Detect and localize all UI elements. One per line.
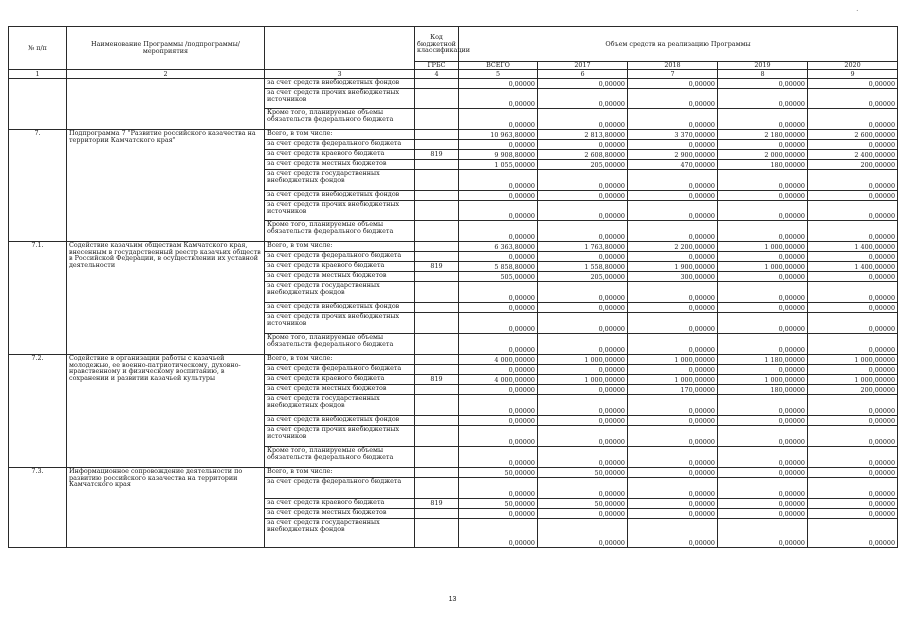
item-name — [67, 79, 265, 130]
amount-year: 0,00000 — [538, 385, 628, 395]
column-index: 5 — [459, 70, 538, 79]
amount-year: 0,00000 — [538, 313, 628, 334]
amount-year: 1 400,00000 — [808, 242, 898, 252]
amount-year: 0,00000 — [718, 272, 808, 282]
funding-source-label: за счет средств государственных внебюджетных фондов — [265, 282, 415, 303]
amount-year: 0,00000 — [808, 282, 898, 303]
amount-year: 1 400,00000 — [808, 262, 898, 272]
item-name: Содействие в организации работы с казачьей молодежью, ее военно-патриотическому, духовно-нравственному и физическому воспитанию, в сохранении и развитии казачьей культуры — [67, 355, 265, 468]
funding-source-label: за счет средств местных бюджетов — [265, 160, 415, 170]
grbs-code — [415, 385, 459, 395]
amount-year: 1 900,00000 — [628, 262, 718, 272]
grbs-code — [415, 170, 459, 191]
grbs-code — [415, 242, 459, 252]
amount-year: 1 763,80000 — [538, 242, 628, 252]
amount-year: 1 000,00000 — [538, 355, 628, 365]
column-index: 1 — [9, 70, 67, 79]
item-name: Информационное сопровождение деятельности по развитию российского казачества на территории Камчатского края — [67, 468, 265, 548]
amount-year: 2 400,00000 — [808, 150, 898, 160]
amount-year: 0,00000 — [808, 447, 898, 468]
item-number: 7. — [9, 130, 67, 242]
amount-year: 0,00000 — [718, 395, 808, 416]
amount-year: 0,00000 — [718, 426, 808, 447]
corner-mark: . — [856, 4, 859, 13]
amount-year: 0,00000 — [718, 447, 808, 468]
amount-year: 0,00000 — [808, 272, 898, 282]
amount-year: 0,00000 — [538, 221, 628, 242]
amount-year: 0,00000 — [538, 447, 628, 468]
amount-year: 0,00000 — [628, 303, 718, 313]
amount-year: 0,00000 — [628, 89, 718, 109]
grbs-code: 819 — [415, 150, 459, 160]
amount-year: 0,00000 — [808, 509, 898, 519]
amount-year: 1 180,00000 — [718, 355, 808, 365]
column-index: 6 — [538, 70, 628, 79]
item-number — [9, 79, 67, 130]
amount-year: 0,00000 — [718, 109, 808, 130]
amount-year: 0,00000 — [538, 334, 628, 355]
item-number: 7.2. — [9, 355, 67, 468]
grbs-code — [415, 303, 459, 313]
funding-source-label: за счет средств государственных внебюджетных фондов — [265, 170, 415, 191]
grbs-code: 819 — [415, 375, 459, 385]
amount-year: 0,00000 — [808, 109, 898, 130]
amount-year: 0,00000 — [628, 447, 718, 468]
header-year: 2018 — [628, 62, 718, 70]
grbs-code — [415, 447, 459, 468]
amount-year: 200,00000 — [808, 160, 898, 170]
table-row — [9, 468, 898, 478]
amount-year: 0,00000 — [718, 313, 808, 334]
header-number: № п/п — [9, 27, 67, 70]
grbs-code — [415, 334, 459, 355]
amount-year: 205,00000 — [538, 160, 628, 170]
grbs-code: 819 — [415, 499, 459, 509]
amount-total: 0,00000 — [459, 519, 538, 548]
funding-source-label: за счет средств краевого бюджета — [265, 499, 415, 509]
amount-year: 1 000,00000 — [718, 375, 808, 385]
grbs-code — [415, 79, 459, 89]
amount-year: 0,00000 — [718, 170, 808, 191]
amount-year: 0,00000 — [808, 221, 898, 242]
amount-year: 0,00000 — [628, 468, 718, 478]
amount-year: 3 370,00000 — [628, 130, 718, 140]
header-year: 2019 — [718, 62, 808, 70]
funding-source-label: за счет средств федерального бюджета — [265, 140, 415, 150]
header-year: 2017 — [538, 62, 628, 70]
amount-year: 0,00000 — [718, 191, 808, 201]
funding-source-label: за счет средств внебюджетных фондов — [265, 303, 415, 313]
amount-total: 0,00000 — [459, 170, 538, 191]
program-funding-table — [8, 26, 898, 548]
amount-year: 0,00000 — [628, 365, 718, 375]
amount-year: 180,00000 — [718, 160, 808, 170]
grbs-code — [415, 109, 459, 130]
amount-year: 50,00000 — [538, 468, 628, 478]
amount-year: 0,00000 — [808, 426, 898, 447]
amount-year: 0,00000 — [628, 519, 718, 548]
grbs-code — [415, 355, 459, 365]
funding-source-label: Всего, в том числе: — [265, 242, 415, 252]
header-grbs: ГРБС — [415, 62, 459, 70]
amount-year: 0,00000 — [808, 499, 898, 509]
amount-year: 0,00000 — [808, 416, 898, 426]
amount-year: 0,00000 — [808, 201, 898, 221]
amount-total: 0,00000 — [459, 140, 538, 150]
amount-year: 0,00000 — [808, 252, 898, 262]
amount-year: 2 813,80000 — [538, 130, 628, 140]
amount-total: 50,00000 — [459, 499, 538, 509]
amount-total: 10 963,80000 — [459, 130, 538, 140]
amount-year: 1 000,00000 — [718, 262, 808, 272]
amount-year: 0,00000 — [538, 79, 628, 89]
funding-source-label: за счет средств краевого бюджета — [265, 375, 415, 385]
amount-total: 0,00000 — [459, 313, 538, 334]
amount-total: 0,00000 — [459, 109, 538, 130]
amount-total: 9 908,80000 — [459, 150, 538, 160]
grbs-code — [415, 130, 459, 140]
grbs-code — [415, 89, 459, 109]
funding-source-label: за счет средств местных бюджетов — [265, 385, 415, 395]
grbs-code — [415, 365, 459, 375]
amount-year: 2 608,80000 — [538, 150, 628, 160]
funding-source-label: Кроме того, планируемые объемы обязательств федерального бюджета — [265, 221, 415, 242]
amount-year: 0,00000 — [628, 252, 718, 262]
funding-source-label: за счет средств прочих внебюджетных источников — [265, 313, 415, 334]
amount-total: 50,00000 — [459, 468, 538, 478]
amount-year: 170,00000 — [628, 385, 718, 395]
grbs-code — [415, 252, 459, 262]
funding-source-label: Кроме того, планируемые объемы обязательств федерального бюджета — [265, 109, 415, 130]
funding-source-label: Всего, в том числе: — [265, 468, 415, 478]
grbs-code — [415, 468, 459, 478]
header-year: 2020 — [808, 62, 898, 70]
grbs-code — [415, 426, 459, 447]
amount-total: 505,00000 — [459, 272, 538, 282]
funding-source-label: за счет средств краевого бюджета — [265, 262, 415, 272]
amount-year: 0,00000 — [628, 282, 718, 303]
table-header — [9, 27, 898, 79]
amount-year: 0,00000 — [808, 313, 898, 334]
amount-year: 1 558,80000 — [538, 262, 628, 272]
funding-source-label: за счет средств федерального бюджета — [265, 252, 415, 262]
amount-year: 300,00000 — [628, 272, 718, 282]
amount-year: 50,00000 — [538, 499, 628, 509]
amount-year: 0,00000 — [538, 426, 628, 447]
grbs-code — [415, 509, 459, 519]
page-number: 13 — [448, 596, 457, 603]
amount-year: 0,00000 — [628, 509, 718, 519]
amount-year: 0,00000 — [538, 395, 628, 416]
amount-year: 1 000,00000 — [808, 355, 898, 365]
funding-source-label: за счет средств местных бюджетов — [265, 509, 415, 519]
header-program-name: Наименование Программы /подпрограммы/ мероприятия — [67, 27, 265, 70]
amount-year: 0,00000 — [538, 170, 628, 191]
grbs-code — [415, 395, 459, 416]
amount-total: 4 000,00000 — [459, 355, 538, 365]
grbs-code: 819 — [415, 262, 459, 272]
column-index: 2 — [67, 70, 265, 79]
amount-year: 0,00000 — [538, 478, 628, 499]
amount-total: 5 858,80000 — [459, 262, 538, 272]
grbs-code — [415, 221, 459, 242]
item-number: 7.1. — [9, 242, 67, 355]
amount-year: 200,00000 — [808, 385, 898, 395]
table-row — [9, 130, 898, 140]
amount-year: 0,00000 — [628, 109, 718, 130]
header-budget-code: Код бюджетной классификации — [415, 27, 459, 62]
amount-year: 0,00000 — [718, 79, 808, 89]
table-row — [9, 355, 898, 365]
amount-total: 0,00000 — [459, 395, 538, 416]
amount-year: 0,00000 — [628, 395, 718, 416]
column-index: 8 — [718, 70, 808, 79]
amount-total: 0,00000 — [459, 447, 538, 468]
amount-year: 0,00000 — [628, 334, 718, 355]
grbs-code — [415, 191, 459, 201]
amount-year: 0,00000 — [628, 499, 718, 509]
funding-source-label: за счет средств государственных внебюджетных фондов — [265, 395, 415, 416]
amount-total: 6 363,80000 — [459, 242, 538, 252]
table-row — [9, 79, 898, 89]
amount-year: 0,00000 — [538, 191, 628, 201]
amount-year: 0,00000 — [538, 365, 628, 375]
amount-total: 0,00000 — [459, 252, 538, 262]
amount-year: 0,00000 — [808, 395, 898, 416]
amount-year: 2 180,00000 — [718, 130, 808, 140]
amount-year: 1 000,00000 — [628, 355, 718, 365]
header-funding-source — [265, 27, 415, 70]
amount-year: 0,00000 — [628, 79, 718, 89]
amount-year: 0,00000 — [538, 303, 628, 313]
amount-year: 0,00000 — [718, 140, 808, 150]
amount-year: 2 900,00000 — [628, 150, 718, 160]
amount-total: 0,00000 — [459, 282, 538, 303]
amount-year: 180,00000 — [718, 385, 808, 395]
header-total: ВСЕГО — [459, 62, 538, 70]
amount-year: 0,00000 — [538, 519, 628, 548]
grbs-code — [415, 282, 459, 303]
amount-total: 0,00000 — [459, 201, 538, 221]
grbs-code — [415, 201, 459, 221]
funding-source-label: за счет средств федерального бюджета — [265, 478, 415, 499]
funding-source-label: Кроме того, планируемые объемы обязательств федерального бюджета — [265, 334, 415, 355]
amount-year: 0,00000 — [808, 170, 898, 191]
item-name: Подпрограмма 7 "Развитие российского казачества на территории Камчатского края" — [67, 130, 265, 242]
amount-year: 0,00000 — [538, 509, 628, 519]
amount-total: 0,00000 — [459, 385, 538, 395]
funding-source-label: за счет средств прочих внебюджетных источников — [265, 426, 415, 447]
column-index-row — [9, 70, 898, 79]
amount-year: 0,00000 — [538, 140, 628, 150]
amount-year: 0,00000 — [718, 499, 808, 509]
amount-year: 0,00000 — [718, 478, 808, 499]
amount-total: 0,00000 — [459, 221, 538, 242]
amount-year: 0,00000 — [718, 282, 808, 303]
amount-year: 0,00000 — [808, 334, 898, 355]
amount-year: 0,00000 — [538, 282, 628, 303]
amount-year: 0,00000 — [628, 221, 718, 242]
amount-year: 0,00000 — [718, 201, 808, 221]
amount-total: 0,00000 — [459, 191, 538, 201]
amount-year: 470,00000 — [628, 160, 718, 170]
table-row — [9, 242, 898, 252]
header-funding-volume: Объем средств на реализацию Программы — [459, 27, 898, 62]
column-index: 7 — [628, 70, 718, 79]
funding-source-label: за счет средств федерального бюджета — [265, 365, 415, 375]
amount-year: 0,00000 — [808, 519, 898, 548]
amount-year: 0,00000 — [718, 334, 808, 355]
item-name: Содействие казачьим обществам Камчатского края, внесенным в государственный реестр казачьих обществ в Российской Федерации, в осуществлении их уставной деятельности — [67, 242, 265, 355]
amount-year: 0,00000 — [538, 109, 628, 130]
amount-year: 0,00000 — [718, 365, 808, 375]
item-number: 7.3. — [9, 468, 67, 548]
amount-total: 0,00000 — [459, 89, 538, 109]
amount-year: 0,00000 — [628, 140, 718, 150]
amount-year: 1 000,00000 — [808, 375, 898, 385]
amount-year: 0,00000 — [628, 478, 718, 499]
grbs-code — [415, 313, 459, 334]
amount-year: 0,00000 — [628, 313, 718, 334]
amount-year: 0,00000 — [538, 252, 628, 262]
amount-year: 0,00000 — [808, 79, 898, 89]
funding-source-label: за счет средств государственных внебюджетных фондов — [265, 519, 415, 548]
amount-year: 0,00000 — [718, 468, 808, 478]
amount-year: 0,00000 — [808, 303, 898, 313]
amount-year: 0,00000 — [718, 509, 808, 519]
amount-year: 0,00000 — [628, 201, 718, 221]
amount-year: 1 000,00000 — [628, 375, 718, 385]
funding-source-label: за счет средств внебюджетных фондов — [265, 79, 415, 89]
funding-source-label: за счет средств местных бюджетов — [265, 272, 415, 282]
amount-total: 0,00000 — [459, 334, 538, 355]
column-index: 3 — [265, 70, 415, 79]
amount-year: 0,00000 — [628, 416, 718, 426]
funding-source-label: за счет средств прочих внебюджетных источников — [265, 201, 415, 221]
amount-year: 0,00000 — [808, 89, 898, 109]
amount-year: 2 200,00000 — [628, 242, 718, 252]
amount-total: 0,00000 — [459, 365, 538, 375]
amount-total: 0,00000 — [459, 478, 538, 499]
amount-total: 0,00000 — [459, 303, 538, 313]
amount-total: 1 055,00000 — [459, 160, 538, 170]
funding-source-label: Всего, в том числе: — [265, 355, 415, 365]
amount-year: 2 000,00000 — [718, 150, 808, 160]
amount-year: 0,00000 — [808, 140, 898, 150]
funding-source-label: за счет средств прочих внебюджетных источников — [265, 89, 415, 109]
amount-total: 0,00000 — [459, 426, 538, 447]
grbs-code — [415, 416, 459, 426]
amount-year: 1 000,00000 — [718, 242, 808, 252]
amount-year: 0,00000 — [718, 519, 808, 548]
column-index: 9 — [808, 70, 898, 79]
amount-year: 0,00000 — [538, 201, 628, 221]
funding-source-label: за счет средств внебюджетных фондов — [265, 191, 415, 201]
amount-year: 0,00000 — [808, 468, 898, 478]
amount-year: 0,00000 — [808, 191, 898, 201]
amount-year: 0,00000 — [628, 191, 718, 201]
amount-total: 0,00000 — [459, 509, 538, 519]
amount-year: 0,00000 — [718, 416, 808, 426]
amount-year: 1 000,00000 — [538, 375, 628, 385]
amount-total: 4 000,00000 — [459, 375, 538, 385]
grbs-code — [415, 140, 459, 150]
amount-year: 2 600,00000 — [808, 130, 898, 140]
amount-year: 0,00000 — [808, 365, 898, 375]
table-body — [9, 79, 898, 548]
amount-year: 0,00000 — [628, 170, 718, 191]
amount-total: 0,00000 — [459, 416, 538, 426]
grbs-code — [415, 272, 459, 282]
grbs-code — [415, 519, 459, 548]
amount-year: 0,00000 — [718, 303, 808, 313]
funding-source-label: Кроме того, планируемые объемы обязательств федерального бюджета — [265, 447, 415, 468]
amount-year: 0,00000 — [808, 478, 898, 499]
amount-year: 0,00000 — [718, 252, 808, 262]
amount-year: 0,00000 — [628, 426, 718, 447]
amount-year: 0,00000 — [538, 89, 628, 109]
amount-total: 0,00000 — [459, 79, 538, 89]
funding-source-label: за счет средств внебюджетных фондов — [265, 416, 415, 426]
amount-year: 0,00000 — [538, 416, 628, 426]
grbs-code — [415, 160, 459, 170]
funding-source-label: за счет средств краевого бюджета — [265, 150, 415, 160]
amount-year: 0,00000 — [718, 221, 808, 242]
funding-source-label: Всего, в том числе: — [265, 130, 415, 140]
amount-year: 0,00000 — [718, 89, 808, 109]
amount-year: 205,00000 — [538, 272, 628, 282]
column-index: 4 — [415, 70, 459, 79]
grbs-code — [415, 478, 459, 499]
